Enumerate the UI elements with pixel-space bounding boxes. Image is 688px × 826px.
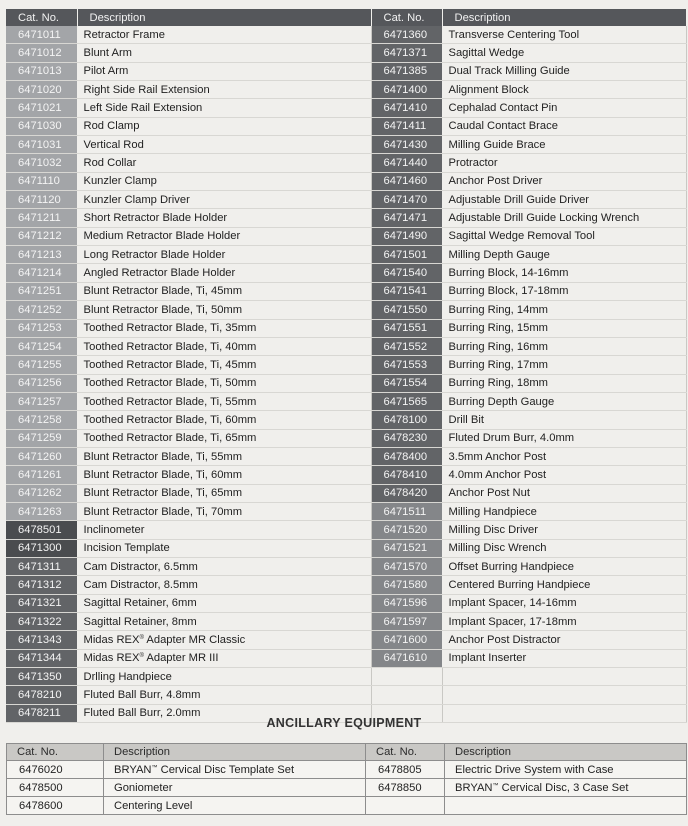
anc-cat-no-cell: 6476020 (7, 761, 104, 779)
cat-no-cell: 6471554 (371, 374, 442, 392)
cat-no-cell: 6471260 (6, 447, 77, 465)
cat-no-cell: 6471032 (6, 154, 77, 172)
anc-header-desc-left: Description (104, 744, 366, 761)
description-cell: Right Side Rail Extension (77, 81, 371, 99)
header-cat-right: Cat. No. (371, 9, 442, 26)
cat-no-cell: 6478210 (6, 686, 77, 704)
cat-no-cell: 6471343 (6, 631, 77, 649)
description-cell: Blunt Retractor Blade, Ti, 70mm (77, 502, 371, 520)
cat-no-cell: 6471541 (371, 282, 442, 300)
table-row (6, 576, 686, 594)
table-row (6, 484, 686, 502)
cat-no-cell: 6478501 (6, 521, 77, 539)
description-cell: Anchor Post Driver (442, 172, 686, 190)
description-cell: Toothed Retractor Blade, Ti, 50mm (77, 374, 371, 392)
description-cell: Dual Track Milling Guide (442, 62, 686, 80)
table-row (6, 154, 686, 172)
description-cell: Blunt Retractor Blade, Ti, 45mm (77, 282, 371, 300)
description-cell: Burring Block, 17-18mm (442, 282, 686, 300)
description-cell (442, 686, 686, 704)
cat-no-cell: 6471110 (6, 172, 77, 190)
description-cell (442, 668, 686, 686)
table-row (6, 411, 686, 429)
description-cell: Toothed Retractor Blade, Ti, 60mm (77, 411, 371, 429)
description-cell: Left Side Rail Extension (77, 99, 371, 117)
cat-no-cell: 6471211 (6, 209, 77, 227)
description-cell: Blunt Retractor Blade, Ti, 60mm (77, 466, 371, 484)
table-row (6, 117, 686, 135)
cat-no-cell: 6471021 (6, 99, 77, 117)
cat-no-cell (371, 686, 442, 704)
description-cell: Vertical Rod (77, 136, 371, 154)
description-cell: Toothed Retractor Blade, Ti, 45mm (77, 356, 371, 374)
cat-no-cell: 6471322 (6, 613, 77, 631)
anc-cat-no-cell: 6478805 (366, 761, 445, 779)
description-cell: Sagittal Retainer, 6mm (77, 594, 371, 612)
description-cell: Burring Depth Gauge (442, 392, 686, 410)
description-cell: Burring Ring, 18mm (442, 374, 686, 392)
cat-no-cell: 6471385 (371, 62, 442, 80)
cat-no-cell: 6471321 (6, 594, 77, 612)
description-cell: Kunzler Clamp (77, 172, 371, 190)
description-cell: Pilot Arm (77, 62, 371, 80)
description-cell: Blunt Retractor Blade, Ti, 55mm (77, 447, 371, 465)
cat-no-cell: 6471031 (6, 136, 77, 154)
cat-no-cell: 6471521 (371, 539, 442, 557)
cat-no-cell: 6471565 (371, 392, 442, 410)
description-cell: Sagittal Retainer, 8mm (77, 613, 371, 631)
anc-description-cell: Goniometer (104, 779, 366, 797)
cat-no-cell: 6471120 (6, 191, 77, 209)
table-row (6, 557, 686, 575)
cat-no-cell: 6471258 (6, 411, 77, 429)
cat-no-cell: 6471400 (371, 81, 442, 99)
description-cell: Short Retractor Blade Holder (77, 209, 371, 227)
anc-header-desc-right: Description (445, 744, 687, 761)
cat-no-cell: 6471259 (6, 429, 77, 447)
cat-no-cell: 6471551 (371, 319, 442, 337)
anc-description-cell (445, 797, 687, 815)
table-row (6, 392, 686, 410)
description-cell: Burring Ring, 15mm (442, 319, 686, 337)
anc-description-cell: Electric Drive System with Case (445, 761, 687, 779)
description-cell: Cam Distractor, 8.5mm (77, 576, 371, 594)
table-row (6, 81, 686, 99)
table-row (6, 631, 686, 649)
anc-header-cat-left: Cat. No. (7, 744, 104, 761)
anc-cat-no-cell: 6478600 (7, 797, 104, 815)
ancillary-row (7, 761, 687, 779)
ancillary-header-row (7, 744, 687, 761)
description-cell: Cam Distractor, 6.5mm (77, 557, 371, 575)
cat-no-cell: 6471580 (371, 576, 442, 594)
cat-no-cell: 6471262 (6, 484, 77, 502)
table-row (6, 227, 686, 245)
table-row (6, 429, 686, 447)
table-header-row (6, 9, 686, 26)
cat-no-cell: 6471012 (6, 44, 77, 62)
table-row (6, 649, 686, 667)
cat-no-cell: 6471212 (6, 227, 77, 245)
anc-description-cell: BRYAN™ Cervical Disc, 3 Case Set (445, 779, 687, 797)
cat-no-cell: 6471600 (371, 631, 442, 649)
description-cell: Protractor (442, 154, 686, 172)
cat-no-cell: 6471013 (6, 62, 77, 80)
cat-no-cell: 6471371 (371, 44, 442, 62)
description-cell: Alignment Block (442, 81, 686, 99)
description-cell: Blunt Retractor Blade, Ti, 65mm (77, 484, 371, 502)
table-row (6, 356, 686, 374)
description-cell: Burring Ring, 16mm (442, 337, 686, 355)
description-cell: Drlling Handpiece (77, 668, 371, 686)
cat-no-cell: 6471520 (371, 521, 442, 539)
description-cell: Implant Inserter (442, 649, 686, 667)
cat-no-cell: 6471350 (6, 668, 77, 686)
cat-no-cell: 6471214 (6, 264, 77, 282)
anc-description-cell: Centering Level (104, 797, 366, 815)
description-cell: Anchor Post Distractor (442, 631, 686, 649)
table-row (6, 209, 686, 227)
cat-no-cell: 6471252 (6, 301, 77, 319)
cat-no-cell: 6471501 (371, 246, 442, 264)
description-cell: Medium Retractor Blade Holder (77, 227, 371, 245)
description-cell: Milling Disc Driver (442, 521, 686, 539)
cat-no-cell: 6478420 (371, 484, 442, 502)
cat-no-cell: 6471490 (371, 227, 442, 245)
cat-no-cell: 6471312 (6, 576, 77, 594)
description-cell: Milling Depth Gauge (442, 246, 686, 264)
description-cell: Rod Collar (77, 154, 371, 172)
description-cell: Milling Handpiece (442, 502, 686, 520)
description-cell: Transverse Centering Tool (442, 26, 686, 44)
cat-no-cell: 6471550 (371, 301, 442, 319)
description-cell: Retractor Frame (77, 26, 371, 44)
description-cell: Inclinometer (77, 521, 371, 539)
description-cell: Fluted Drum Burr, 4.0mm (442, 429, 686, 447)
table-row (6, 136, 686, 154)
table-row (6, 26, 686, 44)
cat-no-cell: 6478100 (371, 411, 442, 429)
description-cell: Kunzler Clamp Driver (77, 191, 371, 209)
cat-no-cell: 6478211 (6, 704, 77, 722)
table-row (6, 246, 686, 264)
cat-no-cell: 6471511 (371, 502, 442, 520)
instrument-table (6, 9, 687, 723)
description-cell: Caudal Contact Brace (442, 117, 686, 135)
table-row (6, 613, 686, 631)
table-row (6, 301, 686, 319)
table-row (6, 282, 686, 300)
cat-no-cell: 6471256 (6, 374, 77, 392)
cat-no-cell: 6471255 (6, 356, 77, 374)
anc-header-cat-right: Cat. No. (366, 744, 445, 761)
table-row (6, 686, 686, 704)
cat-no-cell: 6471430 (371, 136, 442, 154)
cat-no-cell: 6471540 (371, 264, 442, 282)
description-cell: Midas REX® Adapter MR Classic (77, 631, 371, 649)
table-row (6, 44, 686, 62)
cat-no-cell: 6471253 (6, 319, 77, 337)
anc-cat-no-cell: 6478850 (366, 779, 445, 797)
description-cell: Midas REX® Adapter MR III (77, 649, 371, 667)
table-row (6, 539, 686, 557)
table-row (6, 466, 686, 484)
cat-no-cell: 6471030 (6, 117, 77, 135)
table-row (6, 99, 686, 117)
description-cell: Anchor Post Nut (442, 484, 686, 502)
cat-no-cell: 6471470 (371, 191, 442, 209)
cat-no-cell: 6471300 (6, 539, 77, 557)
description-cell: Long Retractor Blade Holder (77, 246, 371, 264)
cat-no-cell: 6471213 (6, 246, 77, 264)
ancillary-table (6, 743, 687, 815)
description-cell: Milling Guide Brace (442, 136, 686, 154)
description-cell: Centered Burring Handpiece (442, 576, 686, 594)
table-row (6, 521, 686, 539)
cat-no-cell: 6471020 (6, 81, 77, 99)
table-row (6, 594, 686, 612)
description-cell: 4.0mm Anchor Post (442, 466, 686, 484)
table-row (6, 337, 686, 355)
description-cell: Adjustable Drill Guide Driver (442, 191, 686, 209)
description-cell: Burring Ring, 14mm (442, 301, 686, 319)
description-cell: Sagittal Wedge (442, 44, 686, 62)
table-row (6, 191, 686, 209)
description-cell: Rod Clamp (77, 117, 371, 135)
description-cell: Burring Ring, 17mm (442, 356, 686, 374)
anc-description-cell: BRYAN™ Cervical Disc Template Set (104, 761, 366, 779)
description-cell: Fluted Ball Burr, 2.0mm (77, 704, 371, 722)
cat-no-cell: 6478400 (371, 447, 442, 465)
header-desc-left: Description (77, 9, 371, 26)
description-cell: Fluted Ball Burr, 4.8mm (77, 686, 371, 704)
description-cell: Offset Burring Handpiece (442, 557, 686, 575)
cat-no-cell: 6471263 (6, 502, 77, 520)
description-cell: Angled Retractor Blade Holder (77, 264, 371, 282)
ancillary-row (7, 779, 687, 797)
table-row (6, 668, 686, 686)
cat-no-cell: 6471261 (6, 466, 77, 484)
description-cell: Cephalad Contact Pin (442, 99, 686, 117)
cat-no-cell: 6471610 (371, 649, 442, 667)
cat-no-cell: 6471311 (6, 557, 77, 575)
cat-no-cell: 6471570 (371, 557, 442, 575)
cat-no-cell: 6471251 (6, 282, 77, 300)
ancillary-row (7, 797, 687, 815)
cat-no-cell: 6471553 (371, 356, 442, 374)
description-cell: 3.5mm Anchor Post (442, 447, 686, 465)
description-cell: Implant Spacer, 14-16mm (442, 594, 686, 612)
table-row (6, 374, 686, 392)
description-cell: Blunt Arm (77, 44, 371, 62)
description-cell: Drill Bit (442, 411, 686, 429)
cat-no-cell: 6471410 (371, 99, 442, 117)
cat-no-cell: 6471011 (6, 26, 77, 44)
cat-no-cell: 6471471 (371, 209, 442, 227)
description-cell: Incision Template (77, 539, 371, 557)
cat-no-cell (371, 668, 442, 686)
description-cell: Toothed Retractor Blade, Ti, 40mm (77, 337, 371, 355)
table-row (6, 502, 686, 520)
cat-no-cell: 6471440 (371, 154, 442, 172)
cat-no-cell: 6471597 (371, 613, 442, 631)
description-cell: Adjustable Drill Guide Locking Wrench (442, 209, 686, 227)
cat-no-cell: 6471360 (371, 26, 442, 44)
table-row (6, 319, 686, 337)
cat-no-cell: 6471596 (371, 594, 442, 612)
anc-cat-no-cell (366, 797, 445, 815)
table-row (6, 172, 686, 190)
cat-no-cell: 6478410 (371, 466, 442, 484)
table-row (6, 62, 686, 80)
cat-no-cell: 6471411 (371, 117, 442, 135)
cat-no-cell: 6471257 (6, 392, 77, 410)
table-row (6, 447, 686, 465)
description-cell: Milling Disc Wrench (442, 539, 686, 557)
cat-no-cell: 6471344 (6, 649, 77, 667)
description-cell: Burring Block, 14-16mm (442, 264, 686, 282)
description-cell: Toothed Retractor Blade, Ti, 55mm (77, 392, 371, 410)
cat-no-cell: 6471460 (371, 172, 442, 190)
header-desc-right: Description (442, 9, 686, 26)
cat-no-cell: 6471254 (6, 337, 77, 355)
description-cell: Blunt Retractor Blade, Ti, 50mm (77, 301, 371, 319)
description-cell: Toothed Retractor Blade, Ti, 35mm (77, 319, 371, 337)
description-cell: Implant Spacer, 17-18mm (442, 613, 686, 631)
ancillary-title: ANCILLARY EQUIPMENT (266, 716, 422, 730)
table-row (6, 264, 686, 282)
description-cell: Toothed Retractor Blade, Ti, 65mm (77, 429, 371, 447)
cat-no-cell: 6478230 (371, 429, 442, 447)
anc-cat-no-cell: 6478500 (7, 779, 104, 797)
header-cat-left: Cat. No. (6, 9, 77, 26)
description-cell: Sagittal Wedge Removal Tool (442, 227, 686, 245)
cat-no-cell: 6471552 (371, 337, 442, 355)
